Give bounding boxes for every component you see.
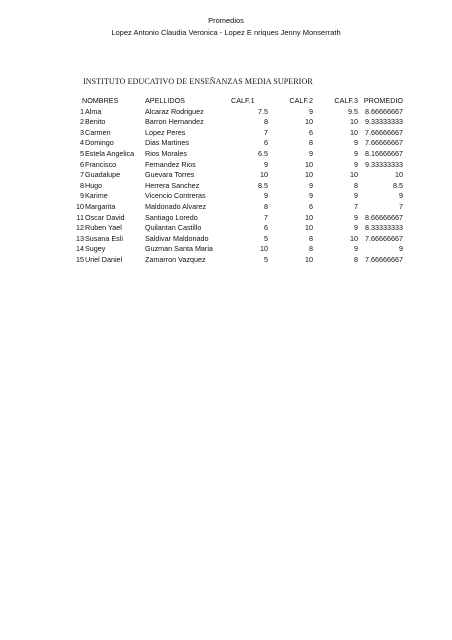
grade-calf2: 8 [309,138,313,148]
grade-calf1: 5 [264,254,268,264]
grade-calf1: 8 [264,201,268,211]
grade-calf2: 10 [305,223,313,233]
row-number: 15 [76,254,84,264]
grade-promedio: 10 [395,170,403,180]
grade-promedio: 9.33333333 [365,159,403,169]
grade-promedio: 9 [399,191,403,201]
grades-table-header [72,96,403,107]
grade-calf1: 9 [264,159,268,169]
table-row [72,138,403,149]
student-surnames: Fernandez Rios [145,159,196,169]
row-number: 13 [76,233,84,243]
grade-promedio: 7 [399,201,403,211]
table-row [72,223,403,234]
grade-promedio: 9.33333333 [365,117,403,127]
grade-calf1: 8.5 [258,180,268,190]
grade-calf3: 8 [354,180,358,190]
student-surnames: Saldivar Maldonado [145,233,209,243]
page-title: Promedios [208,16,244,25]
table-row [72,128,403,139]
student-surnames: Rios Morales [145,148,187,158]
student-name: Margarita [85,201,116,211]
header-nombres: NOMBRES [82,96,119,105]
student-surnames: Alcaraz Rodriguez [145,106,204,116]
student-name: Guadalupe [85,170,121,180]
student-name: Ruben Yael [85,223,122,233]
header-calf2: CALF.2 [289,96,313,105]
grade-calf3: 9 [354,138,358,148]
grades-table-body [72,107,403,266]
table-row [72,234,403,245]
grade-promedio: 8.16666667 [365,148,403,158]
student-surnames: Barron Hernandez [145,117,204,127]
grade-calf2: 9 [309,106,313,116]
student-name: Hugo [85,180,103,190]
grade-calf3: 8 [354,254,358,264]
grade-promedio: 9 [399,244,403,254]
student-name: Estela Angelica [85,148,135,158]
grade-calf3: 9 [354,159,358,169]
grade-calf3: 10 [350,127,358,137]
grade-calf2: 6 [309,201,313,211]
grade-calf2: 9 [309,191,313,201]
header-promedio: PROMEDIO [363,96,403,105]
student-name: Benito [85,117,106,127]
grade-calf2: 8 [309,244,313,254]
row-number: 6 [80,159,84,169]
grade-calf1: 10 [260,170,268,180]
student-name: Domingo [85,138,114,148]
grade-calf1: 6 [264,223,268,233]
grade-calf1: 6.5 [258,148,268,158]
header-row [72,96,403,107]
row-number: 10 [76,201,84,211]
grade-calf2: 10 [305,117,313,127]
grade-promedio: 7.66666667 [365,233,403,243]
grade-calf2: 10 [305,159,313,169]
table-row [72,244,403,255]
student-surnames: Maldonado Alvarez [145,201,207,211]
grade-calf2: 10 [305,254,313,264]
student-surnames: Guevara Torres [145,170,195,180]
student-surnames: Quilantan Castillo [145,223,202,233]
grade-calf3: 10 [350,170,358,180]
grade-calf3: 9 [354,244,358,254]
row-number: 3 [80,127,84,137]
grade-promedio: 8.33333333 [365,223,403,233]
grade-calf1: 10 [260,244,268,254]
table-row [72,149,403,160]
table-row [72,202,403,213]
grade-calf1: 9 [264,191,268,201]
grade-promedio: 7.66666667 [365,138,403,148]
grade-calf3: 9 [354,191,358,201]
grade-promedio: 8.66666667 [365,106,403,116]
grade-calf2: 9 [309,180,313,190]
student-name: Uriel Daniel [85,254,123,264]
grade-promedio: 8.66666667 [365,212,403,222]
grade-calf1: 7 [264,127,268,137]
grade-calf3: 9.5 [348,106,358,116]
grade-calf1: 8 [264,117,268,127]
student-name: Susana Esli [85,233,123,243]
table-row [72,170,403,181]
table-row [72,181,403,192]
grade-calf1: 7.5 [258,106,268,116]
grade-calf3: 7 [354,201,358,211]
student-surnames: Lopez Peres [145,127,186,137]
row-number: 14 [76,244,84,254]
grade-calf1: 5 [264,233,268,243]
student-surnames: Guzman Santa Maria [145,244,213,254]
grade-calf2: 10 [305,212,313,222]
table-row [72,160,403,171]
grade-calf3: 10 [350,117,358,127]
grade-calf3: 9 [354,148,358,158]
grade-calf2: 10 [305,170,313,180]
student-surnames: Zamarron Vazquez [145,254,206,264]
grade-calf2: 9 [309,148,313,158]
row-number: 9 [80,191,84,201]
row-number: 2 [80,117,84,127]
row-number: 11 [76,212,84,222]
grade-promedio: 8.5 [393,180,403,190]
header-calf1: CALF.1 [231,96,255,105]
row-number: 1 [80,106,84,116]
student-name: Oscar David [85,212,125,222]
row-number: 5 [80,148,84,158]
grade-calf3: 9 [354,212,358,222]
grade-calf2: 8 [309,233,313,243]
student-name: Karime [85,191,108,201]
grade-calf3: 9 [354,223,358,233]
grade-calf3: 10 [350,233,358,243]
row-number: 8 [80,180,84,190]
grade-calf2: 6 [309,127,313,137]
row-number: 4 [80,138,84,148]
student-surnames: Vicencio Contreras [145,191,206,201]
grade-promedio: 7.66666667 [365,127,403,137]
row-number: 7 [80,170,84,180]
student-surnames: Herrera Sanchez [145,180,200,190]
grades-table [72,96,403,266]
grade-calf1: 6 [264,138,268,148]
table-row [72,117,403,128]
table-row [72,191,403,202]
student-surnames: Dias Martines [145,138,189,148]
student-surnames: Santiago Loredo [145,212,198,222]
grade-promedio: 7.66666667 [365,254,403,264]
page-subtitle: Lopez Antonio Claudia Veronica - Lopez E nriques Jenny Monserrath [111,28,341,37]
table-row [72,107,403,118]
student-name: Carmen [85,127,111,137]
student-name: Alma [85,106,102,116]
institution-heading: INSTITUTO EDUCATIVO DE ENSEÑANZAS MEDIA SUPERIOR [83,77,313,86]
row-number: 12 [76,223,84,233]
student-name: Sugey [85,244,106,254]
header-apellidos: APELLIDOS [145,96,185,105]
grade-calf1: 7 [264,212,268,222]
header-calf3: CALF.3 [334,96,358,105]
table-row [72,213,403,224]
table-row [72,255,403,266]
student-name: Francisco [85,159,117,169]
